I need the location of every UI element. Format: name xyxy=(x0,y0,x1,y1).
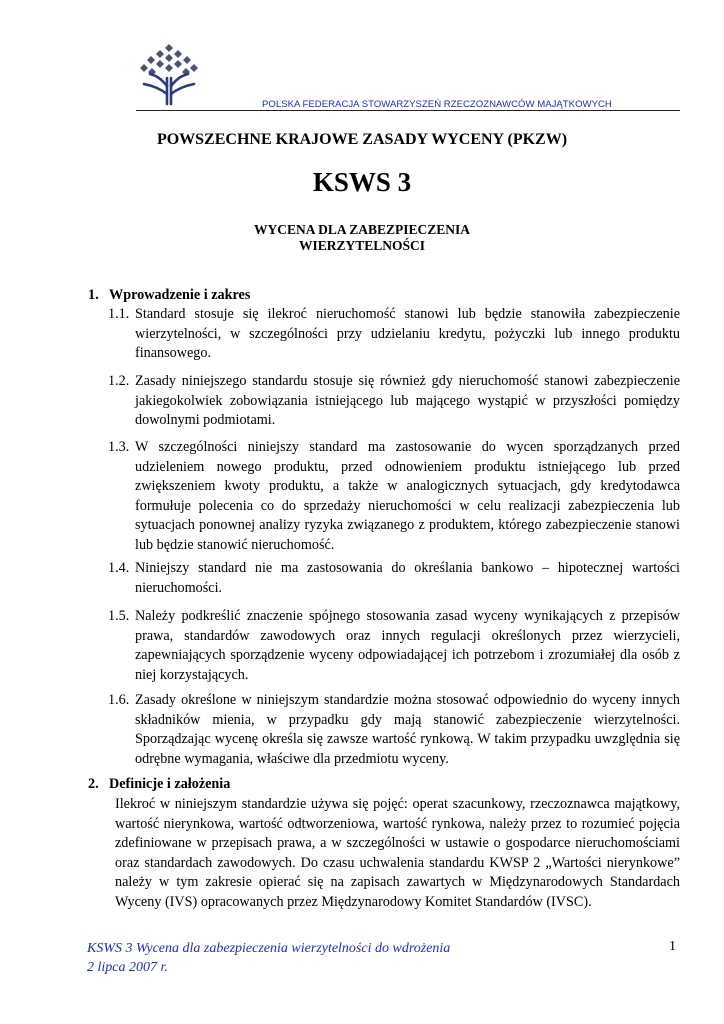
header-divider xyxy=(136,110,680,111)
list-item xyxy=(108,607,680,685)
section-title: Wprowadzenie i zakres xyxy=(109,287,251,303)
list-item xyxy=(108,438,680,556)
section-paragraph: Ilekroć w niniejszym standardzie używa się pojęć: operat szacunkowy, rzeczoznawca majątkowy, wartość nierynkowa, wartość odtworzeniowa, wartość rynkowa, należy przez to rozumieć pojęcia zdefiniowane w przepisach prawa, a w szczególności w ustawie o gospodarce nieruchomościami oraz standardach zawodowych. Do czasu uchwalenia standardu KWSP 2 „Wartości nierynkowe” należy w tym zakresie opierać się na zapisach zawartych w Międzynarodowych Standardach Wyceny (IVS) opracowanych przez Międzynarodowy Komitet Standardów (IVSC). xyxy=(115,796,680,910)
item-text: Zasady niniejszego standardu stosuje się również gdy nieruchomość stanowi zabezpieczenie jakiegokolwiek zobowiązania istniejącego lub mającego wystąpić w przyszłości pomiędzy dowolnymi podmiotami. xyxy=(135,373,680,429)
item-number: 1.2. xyxy=(108,373,130,389)
list-item xyxy=(108,372,680,431)
item-number: 1.1. xyxy=(108,306,130,322)
document-subtitle xyxy=(0,222,724,254)
subtitle-line-1: WYCENA DLA ZABEZPIECZENIA xyxy=(253,222,471,237)
section-title: Definicje i założenia xyxy=(109,776,231,792)
section-number: 1. xyxy=(88,287,99,303)
item-text: Standard stosuje się ilekroć nieruchomość stanowi lub będzie stanowiła zabezpieczenie wierzytelności, w szczególności przy udzielaniu kredytu, pożyczki lub innego produktu finansowego. xyxy=(135,306,680,362)
footer-line-1: KSWS 3 Wycena dla zabezpieczenia wierzytelności do wdrożenia xyxy=(87,941,451,956)
item-text: Zasady określone w niniejszym standardzie można stosować odpowiednio do wyceny innych składników mienia, w przypadku gdy mają stanowić zabezpieczenie wierzytelności. Sporządzając wycenę określa się zawsze wartość rynkową. W takim przypadku uwzględnia się odrębne wymagania, właściwe dla przedmiotu wyceny. xyxy=(135,692,680,767)
section-heading xyxy=(88,776,230,793)
item-number: 1.6. xyxy=(108,692,130,708)
item-text: Niniejszy standard nie ma zastosowania do określania bankowo – hipotecznej wartości nieruchomości. xyxy=(135,560,680,596)
page-number: 1 xyxy=(669,939,676,954)
list-item xyxy=(108,691,680,769)
list-item xyxy=(108,559,680,598)
organization-name: POLSKA FEDERACJA STOWARZYSZEŃ RZECZOZNAWCÓW MAJĄTKOWYCH xyxy=(262,99,612,110)
item-text: W szczególności niniejszy standard ma zastosowanie do wycen sporządzanych przed udzieleniem nowego produktu, przed odnowieniem produktu istniejącego lub przed zwiększeniem kwoty produktu, a także w analogicznych sytuacjach, gdy kredytodawca formułuje polecenia co do sprzedaży nieruchomości w celu realizacji zabezpieczenia lub sytuacjach ponownej analizy ryzyka związanego z produktem, którego zabezpieczenie stanowi lub będzie stanowić nieruchomość. xyxy=(135,439,680,553)
document-main-title: POWSZECHNE KRAJOWE ZASADY WYCENY (PKZW) xyxy=(156,131,568,148)
subtitle-line-2: WIERZYTELNOŚCI xyxy=(298,238,426,253)
item-number: 1.4. xyxy=(108,560,130,576)
item-number: 1.3. xyxy=(108,439,130,455)
list-item xyxy=(108,305,680,364)
section-heading xyxy=(88,287,250,304)
federation-logo-icon xyxy=(140,42,198,106)
footer-line-2: 2 lipca 2007 r. xyxy=(87,960,168,975)
standard-code: KSWS 3 xyxy=(312,167,412,197)
footer-text xyxy=(87,939,450,977)
section-number: 2. xyxy=(88,776,99,792)
item-text: Należy podkreślić znaczenie spójnego stosowania zasad wyceny wynikających z przepisów prawa, standardów zawodowych oraz innych regulacji określonych przez wierzycieli, zapewniających sporządzenie wyceny odpowiadającej ich potrzebom i zrozumiałej dla osób z niej korzystających. xyxy=(135,608,680,683)
item-number: 1.5. xyxy=(108,608,130,624)
